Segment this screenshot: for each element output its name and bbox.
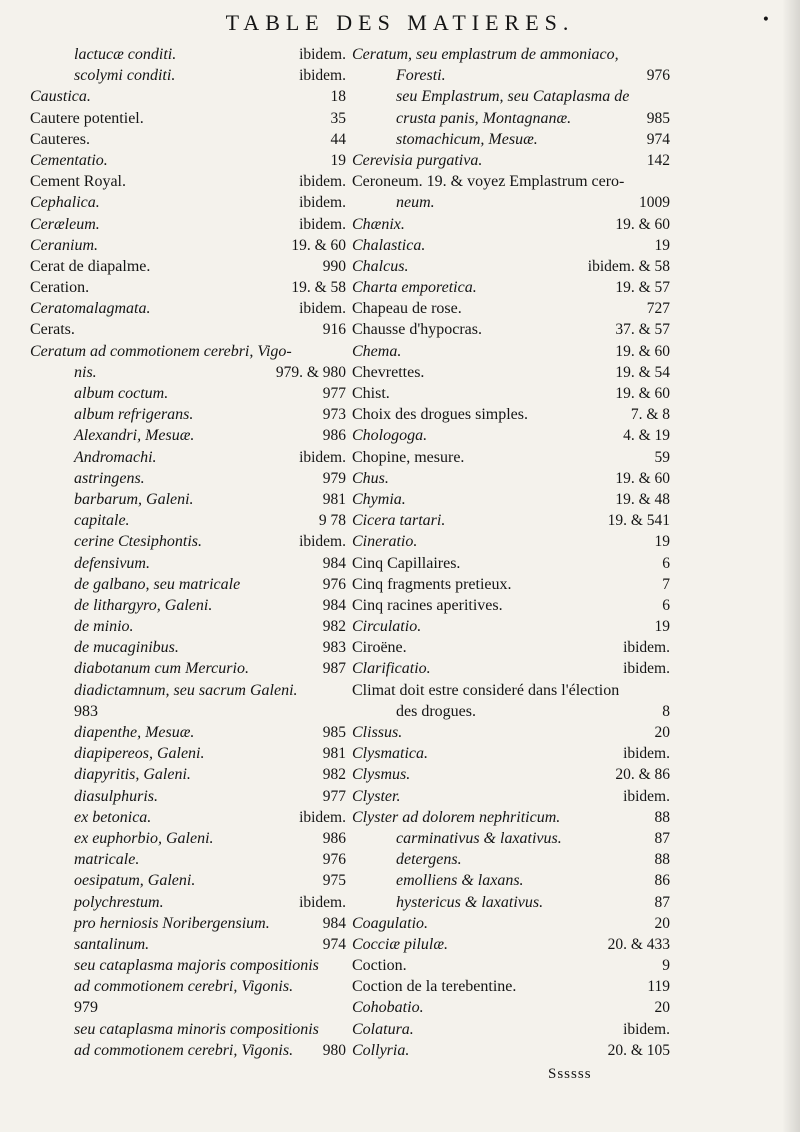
entry-page-ref: 986: [322, 829, 346, 847]
entry-text: Cementatio.: [30, 151, 108, 169]
entry-text: seu cataplasma minoris compositionis: [74, 1020, 319, 1038]
entry-page-ref: 20. & 105: [607, 1041, 670, 1059]
entry-text: crusta panis, Montagnanæ.: [396, 109, 572, 127]
entry-text: barbarum, Galeni.: [74, 490, 194, 508]
entry-text: emolliens & laxans.: [396, 872, 524, 890]
index-entry: [352, 934, 670, 955]
index-entry: [30, 955, 346, 976]
entry-text: Chalastica.: [352, 236, 426, 254]
entry-page-ref: ibidem.: [299, 67, 346, 85]
entry-text: album coctum.: [74, 385, 169, 402]
index-entry: [352, 531, 670, 552]
index-entry: [30, 404, 346, 425]
page-title: TABLE DES MATIERES.: [225, 10, 575, 35]
index-entry: [352, 680, 670, 701]
entry-text: Chalcus.: [352, 257, 409, 275]
index-entry: [352, 319, 670, 340]
entry-page-ref: 976: [646, 67, 670, 85]
index-entry: [30, 108, 346, 129]
index-entry: [352, 1040, 670, 1061]
entry-text: Cerat de diapalme.: [30, 257, 151, 275]
entry-text: oesipatum, Galeni.: [74, 872, 196, 890]
index-entry: [30, 658, 346, 679]
entry-text: Cinq fragments pretieux.: [352, 575, 512, 593]
index-entry: [352, 235, 670, 256]
entry-text: santalinum.: [74, 935, 150, 953]
entry-page-ref: 20: [654, 999, 670, 1017]
index-entry: [352, 892, 670, 913]
index-entry: [352, 362, 670, 383]
entry-page-ref: 19. & 541: [607, 512, 670, 530]
entry-page-ref: ibidem.: [299, 533, 346, 551]
entry-page-ref: 6: [662, 596, 670, 614]
index-entry: [30, 277, 346, 298]
entry-text: album refrigerans.: [74, 406, 194, 424]
index-entry: [352, 828, 670, 849]
index-entry: [30, 616, 346, 637]
index-entry: [352, 86, 670, 107]
index-entry: [352, 1019, 670, 1040]
entry-text: Andromachi.: [74, 448, 157, 466]
entry-text: Colatura.: [352, 1020, 414, 1038]
entry-page-ref: 985: [322, 724, 346, 741]
signature-mark: Ssssss: [548, 1066, 592, 1082]
entry-page-ref: 88: [654, 808, 670, 826]
entry-text: scolymi conditi.: [74, 67, 176, 85]
index-entry: [30, 828, 346, 849]
index-entry: [352, 595, 670, 616]
entry-page-ref: ibidem.: [623, 787, 670, 805]
entry-text: nis.: [74, 363, 97, 381]
entry-text: stomachicum, Mesuæ.: [396, 130, 538, 148]
entry-text: Cohobatio.: [352, 999, 424, 1017]
index-entry: [352, 786, 670, 807]
index-entry: [352, 955, 670, 976]
index-entry: [30, 298, 346, 319]
index-entry: [352, 701, 670, 722]
entry-text: Chologoga.: [352, 427, 428, 445]
index-entry: [352, 383, 670, 404]
index-entry: [30, 86, 346, 107]
index-entry: [30, 913, 346, 934]
entry-text: Charta emporetica.: [352, 279, 477, 297]
entry-page-ref: 19. & 60: [615, 385, 670, 402]
entry-page-ref: 976: [322, 575, 346, 593]
index-entry: [30, 383, 346, 404]
index-entry: [352, 108, 670, 129]
entry-text: Cerats.: [30, 321, 75, 339]
entry-text: Clyster ad dolorem nephriticum.: [352, 808, 561, 826]
index-entry: [30, 1019, 346, 1040]
index-entry: [352, 447, 670, 468]
entry-page-ref: 19. & 58: [291, 279, 346, 297]
index-entry: [30, 531, 346, 552]
entry-page-ref: ibidem.: [623, 639, 670, 657]
entry-page-ref: 975: [322, 872, 346, 890]
index-entry: [352, 277, 670, 298]
entry-page-ref: 20: [654, 914, 670, 932]
entry-text: Chist.: [352, 385, 390, 402]
index-entry: [352, 214, 670, 235]
index-entry: [30, 595, 346, 616]
index-entry: [30, 214, 346, 235]
entry-text: diadictamnum, seu sacrum Galeni.: [74, 681, 298, 699]
entry-text: Alexandri, Mesuæ.: [74, 427, 195, 445]
index-entry: [352, 298, 670, 319]
index-entry: [30, 701, 346, 722]
index-entry: [30, 892, 346, 913]
entry-text: Coction.: [352, 957, 407, 975]
entry-text: 979: [74, 999, 98, 1017]
entry-page-ref: 974: [646, 130, 670, 148]
index-entry: [30, 637, 346, 658]
entry-page-ref: ibidem.: [299, 448, 346, 466]
entry-page-ref: ibidem.: [623, 1020, 670, 1038]
entry-page-ref: 6: [662, 554, 670, 572]
entry-text: Chænix.: [352, 215, 405, 233]
entry-text: Cineratio.: [352, 533, 418, 551]
page-mark: •: [761, 12, 770, 28]
entry-page-ref: 976: [322, 851, 346, 869]
entry-page-ref: ibidem.: [299, 194, 346, 212]
entry-text: cerine Ctesiphontis.: [74, 533, 202, 551]
entry-page-ref: 59: [654, 448, 670, 466]
index-entry: [352, 150, 670, 171]
index-entry: [352, 849, 670, 870]
index-entry: [352, 65, 670, 86]
entry-page-ref: 984: [322, 914, 346, 932]
entry-page-ref: 87: [654, 829, 670, 847]
entry-text: de minio.: [74, 618, 134, 636]
entry-text: neum.: [396, 194, 435, 212]
index-entry: [352, 913, 670, 934]
entry-page-ref: ibidem.: [299, 300, 346, 318]
entry-text: Clysmatica.: [352, 745, 428, 763]
entry-text: Ceratum ad commotionem cerebri, Vigo-: [30, 342, 292, 360]
index-entry: [30, 171, 346, 192]
entry-text: diabotanum cum Mercurio.: [74, 660, 249, 678]
entry-page-ref: ibidem.: [299, 808, 346, 826]
entry-page-ref: 119: [647, 978, 670, 996]
entry-text: Chymia.: [352, 490, 406, 508]
entry-text: Chevrettes.: [352, 363, 425, 381]
entry-text: seu cataplasma majoris compositionis: [74, 957, 319, 975]
entry-page-ref: 983: [322, 639, 346, 657]
entry-page-ref: 19: [654, 236, 670, 254]
index-entry: [352, 997, 670, 1018]
index-entry: [352, 489, 670, 510]
entry-page-ref: ibidem.: [623, 745, 670, 763]
entry-page-ref: 973: [322, 406, 346, 424]
entry-text: detergens.: [396, 851, 462, 869]
entry-text: hystericus & laxativus.: [396, 893, 544, 911]
entry-page-ref: 19. & 54: [615, 363, 670, 381]
entry-page-ref: 916: [322, 321, 346, 339]
entry-page-ref: 20. & 433: [607, 935, 670, 953]
entry-text: lactucæ conditi.: [74, 46, 177, 63]
index-entry: [30, 934, 346, 955]
index-entry: [30, 319, 346, 340]
entry-page-ref: 990: [322, 257, 346, 275]
entry-text: Cephalica.: [30, 194, 100, 212]
entry-text: diapyritis, Galeni.: [74, 766, 191, 784]
index-entry: [30, 743, 346, 764]
entry-page-ref: 44: [330, 130, 346, 148]
index-entry: [30, 447, 346, 468]
index-entry: [352, 44, 670, 65]
entry-text: diapenthe, Mesuæ.: [74, 724, 195, 741]
entry-page-ref: 8: [662, 702, 670, 720]
entry-text: diapipereos, Galeni.: [74, 745, 205, 763]
entry-page-ref: 19: [654, 618, 670, 636]
index-entry: [352, 807, 670, 828]
index-entry: [352, 637, 670, 658]
entry-page-ref: 984: [322, 554, 346, 572]
entry-page-ref: 985: [646, 109, 670, 127]
entry-page-ref: 86: [654, 872, 670, 890]
index-entry: [352, 976, 670, 997]
entry-page-ref: 977: [322, 787, 346, 805]
entry-text: Coagulatio.: [352, 914, 429, 932]
index-entry: [30, 870, 346, 891]
index-entry: [30, 235, 346, 256]
index-entry: [352, 743, 670, 764]
entry-page-ref: 974: [322, 935, 346, 953]
index-entry: [30, 997, 346, 1018]
index-entry: [30, 362, 346, 383]
index-entry: [30, 553, 346, 574]
index-entry: [30, 192, 346, 213]
entry-page-ref: 37. & 57: [615, 321, 670, 339]
entry-page-ref: 986: [322, 427, 346, 445]
entry-text: Chopine, mesure.: [352, 448, 465, 466]
entry-text: Choix des drogues simples.: [352, 406, 528, 424]
index-entry: [30, 468, 346, 489]
entry-text: Clissus.: [352, 724, 403, 741]
entry-text: seu Emplastrum, seu Cataplasma de: [396, 88, 630, 106]
index-entry: [352, 425, 670, 446]
entry-text: Ceroneum. 19. & voyez Emplastrum cero-: [352, 173, 625, 191]
entry-text: Cerælеum.: [30, 215, 100, 233]
entry-text: de mucaginibus.: [74, 639, 179, 657]
entry-text: Chus.: [352, 469, 389, 487]
entry-text: Climat doit estre consideré dans l'élection: [352, 681, 620, 699]
entry-page-ref: 18: [330, 88, 346, 106]
entry-text: Cauteres.: [30, 130, 90, 148]
index-entry: [352, 468, 670, 489]
index-entry: [30, 44, 346, 65]
entry-page-ref: ibidem.: [299, 173, 346, 191]
entry-page-ref: 19. & 57: [615, 279, 670, 297]
entry-text: ex euphorbio, Galeni.: [74, 829, 214, 847]
index-entry: [30, 510, 346, 531]
entry-text: Clysmus.: [352, 766, 411, 784]
entry-text: Cocciæ pilulæ.: [352, 935, 448, 953]
entry-text: Chema.: [352, 342, 402, 360]
index-entry: [30, 256, 346, 277]
index-entry: [30, 722, 346, 743]
entry-page-ref: 982: [322, 618, 346, 636]
index-entry: [352, 256, 670, 277]
entry-text: capitale.: [74, 512, 130, 530]
entry-text: matricale.: [74, 851, 140, 869]
entry-text: ad commotionem cerebri, Vigonis.: [74, 978, 294, 996]
entry-page-ref: ibidem.: [299, 893, 346, 911]
entry-text: de lithargyro, Galeni.: [74, 596, 213, 614]
index-entry: [30, 425, 346, 446]
index-entry: [30, 849, 346, 870]
entry-text: carminativus & laxativus.: [396, 829, 562, 847]
entry-page-ref: ibidem.: [299, 215, 346, 233]
entry-page-ref: 9 78: [318, 512, 346, 530]
entry-text: Chausse d'hypocras.: [352, 321, 482, 339]
entry-page-ref: 979. & 980: [275, 363, 346, 381]
entry-text: 983: [74, 702, 98, 720]
index-entry: [352, 616, 670, 637]
index-entry: [352, 129, 670, 150]
index-entry: [352, 574, 670, 595]
entry-text: diasulphuris.: [74, 787, 159, 805]
entry-page-ref: 19. & 60: [615, 215, 670, 233]
index-entry: [30, 764, 346, 785]
entry-page-ref: ibidem.: [623, 660, 670, 678]
entry-page-ref: 7: [662, 575, 670, 593]
index-entry: [352, 553, 670, 574]
entry-text: Coction de la terebentine.: [352, 978, 517, 996]
index-entry: [30, 129, 346, 150]
entry-page-ref: 1009: [639, 194, 670, 212]
entry-page-ref: 35: [330, 109, 346, 127]
index-entry: [352, 510, 670, 531]
page-edge-shadow: [782, 0, 800, 1132]
entry-page-ref: 88: [654, 851, 670, 869]
entry-text: Cinq racines aperitives.: [352, 596, 503, 614]
entry-text: Ciroëne.: [352, 639, 407, 657]
entry-page-ref: 979: [322, 469, 346, 487]
entry-page-ref: 142: [646, 151, 670, 169]
entry-text: Clyster.: [352, 787, 401, 805]
entry-text: pro herniosis Noribergensium.: [74, 914, 270, 932]
entry-page-ref: 9: [662, 957, 670, 975]
index-entry: [352, 171, 670, 192]
entry-text: defensivum.: [74, 554, 150, 572]
index-entry: [30, 1040, 346, 1061]
entry-page-ref: 4. & 19: [623, 427, 670, 445]
entry-text: Caustica.: [30, 88, 91, 106]
entry-text: Cautere potentiel.: [30, 109, 144, 127]
index-entry: [30, 150, 346, 171]
entry-text: Cicera tartari.: [352, 512, 446, 530]
entry-page-ref: 980: [322, 1041, 346, 1059]
entry-page-ref: 727: [646, 300, 670, 318]
index-entry: [30, 341, 346, 362]
entry-page-ref: 20: [654, 724, 670, 741]
entry-text: ad commotionem cerebri, Vigonis.: [74, 1041, 294, 1059]
index-entry: [352, 722, 670, 743]
index-column-right: [352, 44, 670, 1061]
entry-page-ref: 981: [322, 490, 346, 508]
entry-text: Clarificatio.: [352, 660, 431, 678]
entry-text: astringens.: [74, 469, 145, 487]
entry-text: Foresti.: [396, 67, 446, 85]
entry-page-ref: 19. & 60: [615, 469, 670, 487]
entry-page-ref: 19: [330, 151, 346, 169]
entry-text: Chapeau de rose.: [352, 300, 462, 318]
index-entry: [352, 870, 670, 891]
entry-page-ref: 984: [322, 596, 346, 614]
entry-text: polychrestum.: [74, 893, 164, 911]
index-entry: [30, 976, 346, 997]
index-entry: [352, 192, 670, 213]
index-entry: [352, 764, 670, 785]
entry-text: de galbano, seu matricale: [74, 575, 241, 593]
entry-page-ref: 7. & 8: [630, 406, 670, 424]
entry-page-ref: 977: [322, 385, 346, 402]
entry-text: Ceratum, seu emplastrum de ammoniaco,: [352, 46, 619, 63]
entry-page-ref: 19. & 60: [291, 236, 346, 254]
entry-text: Cinq Capillaires.: [352, 554, 461, 572]
index-entry: [30, 786, 346, 807]
entry-text: Cement Royal.: [30, 173, 126, 191]
entry-text: Ceratomalagmata.: [30, 300, 151, 318]
entry-text: Ceration.: [30, 279, 90, 297]
index-entry: [30, 65, 346, 86]
index-entry: [30, 574, 346, 595]
index-entry: [352, 404, 670, 425]
entry-text: Cerevisia purgativa.: [352, 151, 483, 169]
index-column-left: [30, 44, 346, 1061]
entry-text: Ceranium.: [30, 236, 98, 254]
entry-page-ref: 19. & 48: [615, 490, 670, 508]
entry-text: ex betonica.: [74, 808, 152, 826]
entry-page-ref: 981: [322, 745, 346, 763]
entry-text: Circulatio.: [352, 618, 422, 636]
entry-page-ref: ibidem. & 58: [587, 257, 670, 275]
entry-page-ref: 987: [322, 660, 346, 678]
entry-page-ref: 20. & 86: [615, 766, 670, 784]
entry-page-ref: 87: [654, 893, 670, 911]
index-entry: [30, 807, 346, 828]
entry-text: Collyria.: [352, 1041, 410, 1059]
entry-page-ref: 19: [654, 533, 670, 551]
entry-page-ref: 19. & 60: [615, 342, 670, 360]
index-entry: [30, 680, 346, 701]
index-entry: [30, 489, 346, 510]
entry-page-ref: ibidem.: [299, 46, 346, 63]
index-entry: [352, 658, 670, 679]
index-entry: [352, 341, 670, 362]
entry-text: des drogues.: [396, 702, 476, 720]
entry-page-ref: 982: [322, 766, 346, 784]
